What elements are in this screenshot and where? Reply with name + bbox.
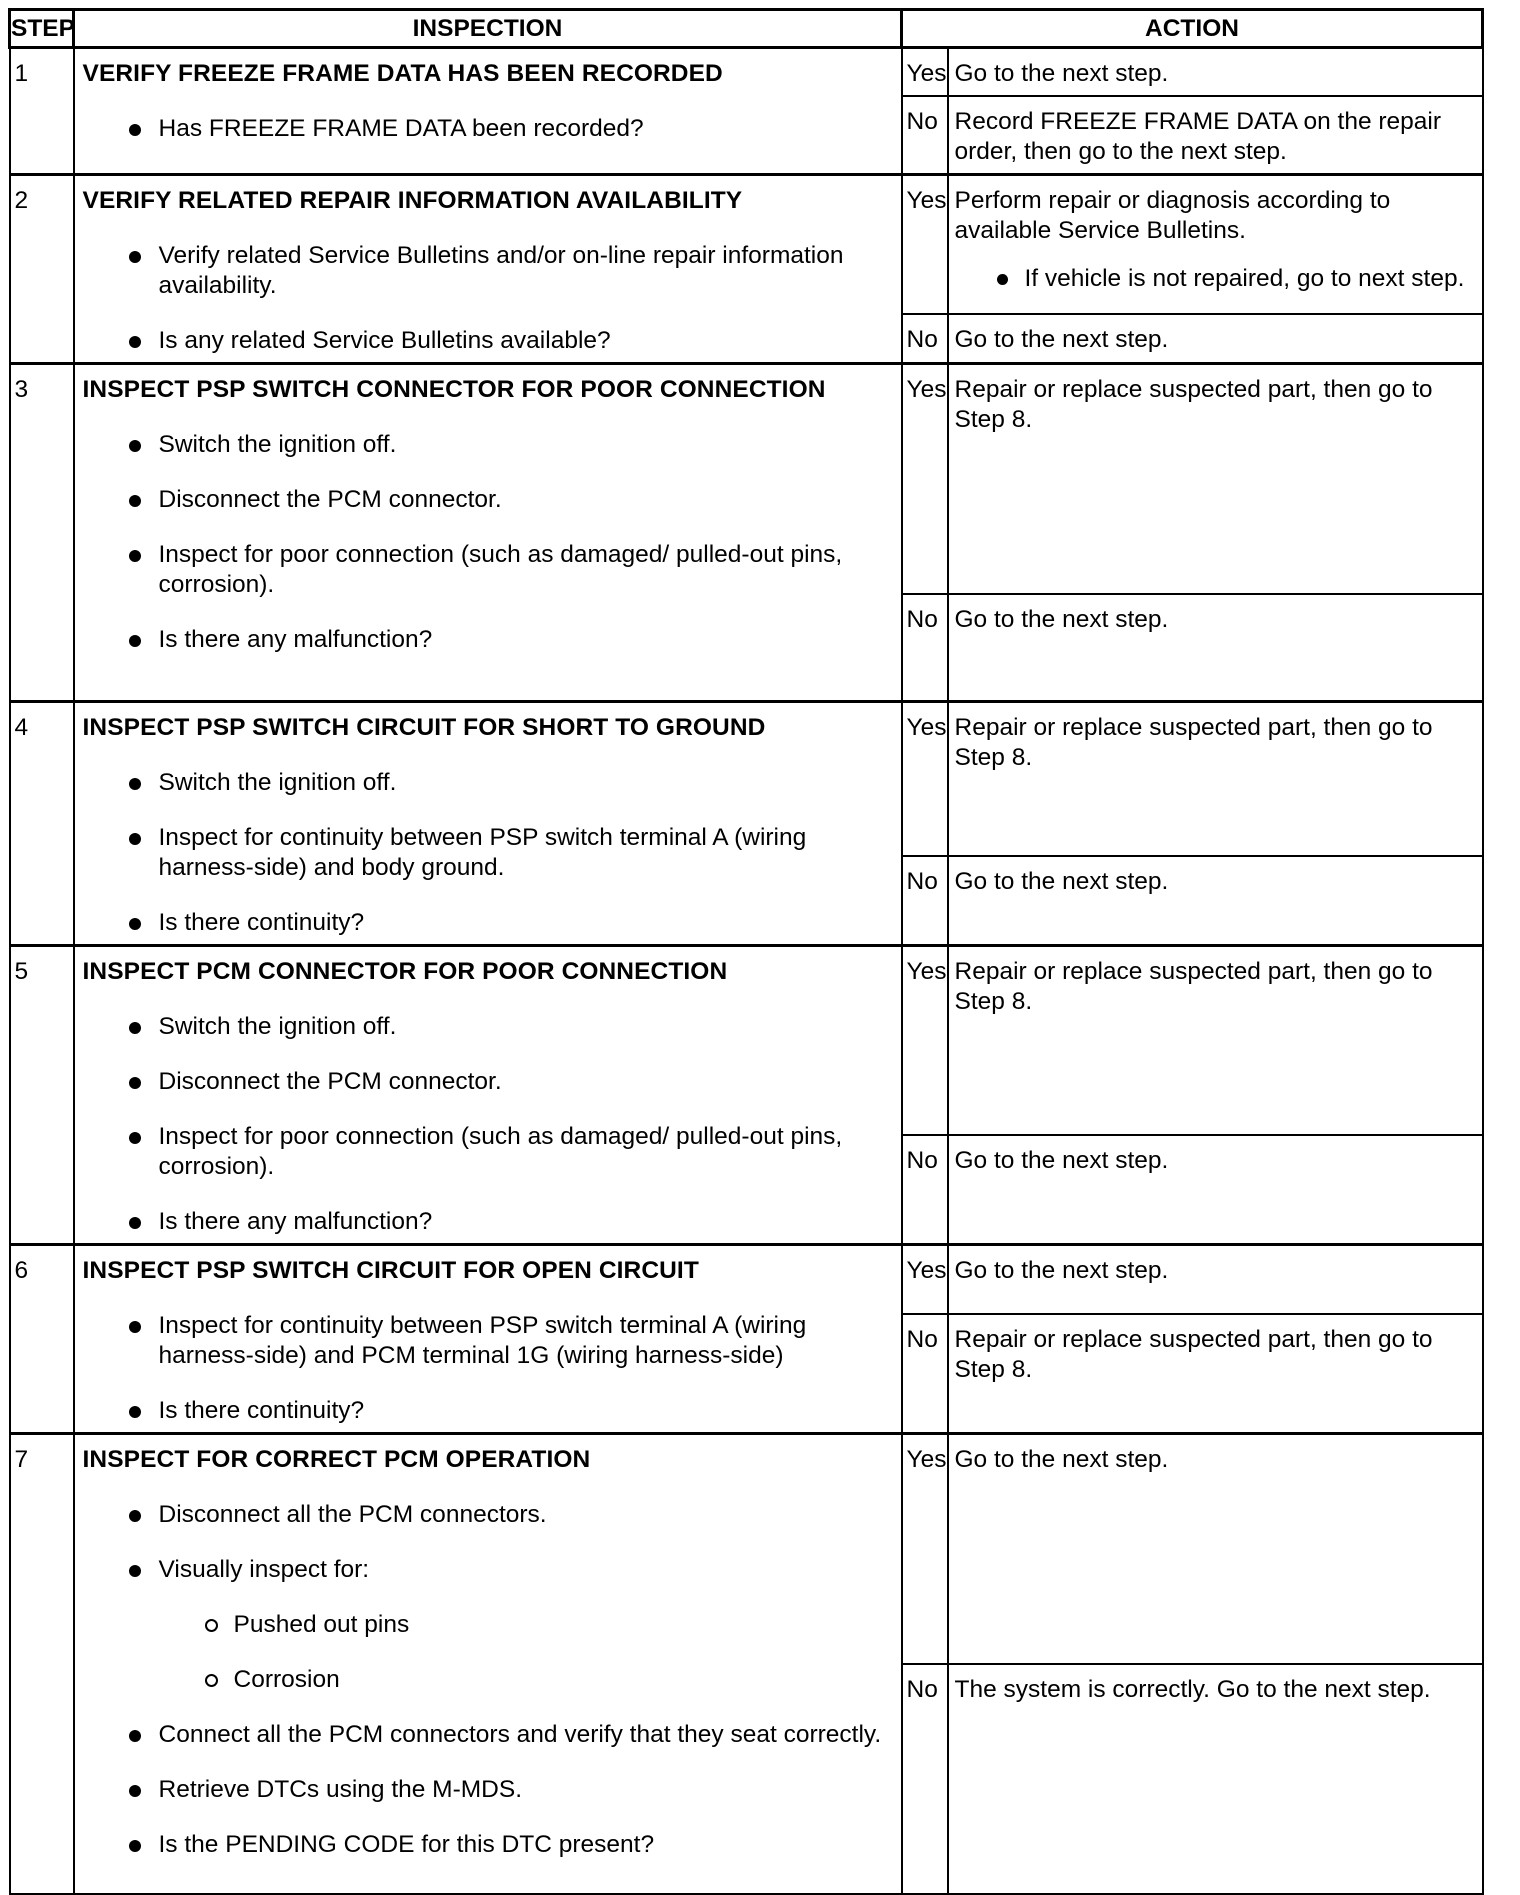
step-1-inspection xyxy=(74,48,902,175)
table-header-row xyxy=(10,10,1483,48)
step-5-number: 5 xyxy=(10,946,74,1245)
step-1-yes-action: Go to the next step. xyxy=(948,48,1483,97)
step-2-bullet-1: Verify related Service Bulletins and/or on-line repair information availability. xyxy=(83,241,895,301)
step-7-no-label: No xyxy=(902,1664,948,1894)
step-7-bullet-2 xyxy=(83,1555,895,1585)
step-5-yes-row xyxy=(10,946,1483,1135)
step-7-sub-bullet-2: Corrosion xyxy=(83,1665,895,1695)
step-2-yes-action: Perform repair or diagnosis according to available Service Bulletins. xyxy=(954,187,1391,244)
step-4-bullet-3: Is there continuity? xyxy=(83,908,895,938)
step-7-number: 7 xyxy=(10,1434,74,1894)
step-4-bullet-list xyxy=(83,768,895,938)
step-3-yes-row xyxy=(10,364,1483,594)
step-7-bullet-list-cont xyxy=(83,1720,895,1860)
step-7-yes-label: Yes xyxy=(902,1434,948,1664)
step-7-sub-bullet-list xyxy=(83,1610,895,1695)
step-2-title: VERIFY RELATED REPAIR INFORMATION AVAILABILITY xyxy=(82,187,743,214)
step-5-bullet-2: Disconnect the PCM connector. xyxy=(83,1067,895,1097)
step-2-number: 2 xyxy=(10,175,74,364)
step-3-no-label: No xyxy=(902,594,948,702)
step-5-bullet-4: Is there any malfunction? xyxy=(83,1207,895,1237)
step-2-yes-action-cell xyxy=(948,175,1483,314)
step-6-yes-action: Go to the next step. xyxy=(948,1245,1483,1315)
document-page xyxy=(8,8,1484,1895)
step-4-title: INSPECT PSP SWITCH CIRCUIT FOR SHORT TO GROUND xyxy=(82,714,766,741)
step-5-no-action: Go to the next step. xyxy=(948,1135,1483,1245)
step-1-yes-label: Yes xyxy=(902,48,948,97)
step-6-yes-label: Yes xyxy=(902,1245,948,1315)
step-3-yes-label: Yes xyxy=(902,364,948,594)
header-inspection: INSPECTION xyxy=(74,10,902,48)
step-4-yes-action: Repair or replace suspected part, then go to Step 8. xyxy=(948,702,1483,856)
step-7-yes-row xyxy=(10,1434,1483,1664)
step-3-inspection xyxy=(74,364,902,702)
step-4-bullet-1: Switch the ignition off. xyxy=(83,768,895,798)
step-5-bullet-1: Switch the ignition off. xyxy=(83,1012,895,1042)
step-5-yes-label: Yes xyxy=(902,946,948,1135)
step-1-title: VERIFY FREEZE FRAME DATA HAS BEEN RECORDED xyxy=(82,60,723,87)
step-3-bullet-2: Disconnect the PCM connector. xyxy=(83,485,895,515)
step-6-no-action: Repair or replace suspected part, then go to Step 8. xyxy=(948,1314,1483,1433)
step-3-number: 3 xyxy=(10,364,74,702)
step-4-number: 4 xyxy=(10,702,74,946)
step-1-no-action: Record FREEZE FRAME DATA on the repair order, then go to the next step. xyxy=(948,96,1483,175)
step-4-inspection xyxy=(74,702,902,946)
step-7-bullet-2-text: Visually inspect for: xyxy=(158,1556,370,1583)
step-5-bullet-3: Inspect for poor connection (such as damaged/ pulled-out pins, corrosion). xyxy=(83,1122,895,1182)
step-1-number: 1 xyxy=(10,48,74,175)
step-3-title: INSPECT PSP SWITCH CONNECTOR FOR POOR CONNECTION xyxy=(82,376,826,403)
step-1-yes-row xyxy=(10,48,1483,97)
step-2-no-label: No xyxy=(902,314,948,364)
step-3-bullet-list xyxy=(83,430,895,655)
header-action: ACTION xyxy=(902,10,1483,48)
step-6-number: 6 xyxy=(10,1245,74,1434)
step-5-bullet-list xyxy=(83,1012,895,1237)
step-5-no-label: No xyxy=(902,1135,948,1245)
step-3-bullet-3: Inspect for poor connection (such as damaged/ pulled-out pins, corrosion). xyxy=(83,540,895,600)
step-6-inspection xyxy=(74,1245,902,1434)
step-7-inspection xyxy=(74,1434,902,1894)
step-2-yes-action-bullet: If vehicle is not repaired, go to next step. xyxy=(955,264,1476,294)
step-2-yes-label: Yes xyxy=(902,175,948,314)
step-7-bullet-4: Retrieve DTCs using the M-MDS. xyxy=(83,1775,895,1805)
step-7-sub-bullet-1: Pushed out pins xyxy=(83,1610,895,1640)
step-6-yes-row xyxy=(10,1245,1483,1315)
step-1-bullet-1: Has FREEZE FRAME DATA been recorded? xyxy=(83,114,895,144)
step-7-no-action: The system is correctly. Go to the next step. xyxy=(948,1664,1483,1894)
step-4-yes-label: Yes xyxy=(902,702,948,856)
step-1-bullet-list xyxy=(83,114,895,144)
step-7-bullet-1: Disconnect all the PCM connectors. xyxy=(83,1500,895,1530)
step-6-bullet-1: Inspect for continuity between PSP switch terminal A (wiring harness-side) and PCM terminal 1G (wiring harness-side) xyxy=(83,1311,895,1371)
step-4-yes-row xyxy=(10,702,1483,856)
step-3-no-action: Go to the next step. xyxy=(948,594,1483,702)
step-4-no-label: No xyxy=(902,856,948,946)
step-2-no-action: Go to the next step. xyxy=(948,314,1483,364)
step-4-no-action: Go to the next step. xyxy=(948,856,1483,946)
header-step: STEP xyxy=(10,10,74,48)
step-6-bullet-2: Is there continuity? xyxy=(83,1396,895,1426)
step-5-yes-action: Repair or replace suspected part, then go to Step 8. xyxy=(948,946,1483,1135)
step-6-bullet-list xyxy=(83,1311,895,1426)
step-7-yes-action: Go to the next step. xyxy=(948,1434,1483,1664)
step-5-inspection xyxy=(74,946,902,1245)
step-3-bullet-4: Is there any malfunction? xyxy=(83,625,895,655)
step-6-no-label: No xyxy=(902,1314,948,1433)
step-7-bullet-list xyxy=(83,1500,895,1585)
diagnostic-procedure-table xyxy=(8,8,1484,1895)
step-4-bullet-2: Inspect for continuity between PSP switch terminal A (wiring harness-side) and body ground. xyxy=(83,823,895,883)
step-7-title: INSPECT FOR CORRECT PCM OPERATION xyxy=(82,1446,591,1473)
step-6-title: INSPECT PSP SWITCH CIRCUIT FOR OPEN CIRCUIT xyxy=(82,1257,699,1284)
step-3-yes-action: Repair or replace suspected part, then go to Step 8. xyxy=(948,364,1483,594)
step-2-inspection xyxy=(74,175,902,364)
step-2-bullet-list xyxy=(83,241,895,356)
step-2-bullet-2: Is any related Service Bulletins available? xyxy=(83,326,895,356)
step-3-bullet-1: Switch the ignition off. xyxy=(83,430,895,460)
step-1-no-label: No xyxy=(902,96,948,175)
step-2-yes-row xyxy=(10,175,1483,314)
step-7-bullet-3: Connect all the PCM connectors and verify that they seat correctly. xyxy=(83,1720,895,1750)
step-5-title: INSPECT PCM CONNECTOR FOR POOR CONNECTION xyxy=(82,958,728,985)
step-7-bullet-5: Is the PENDING CODE for this DTC present? xyxy=(83,1830,895,1860)
